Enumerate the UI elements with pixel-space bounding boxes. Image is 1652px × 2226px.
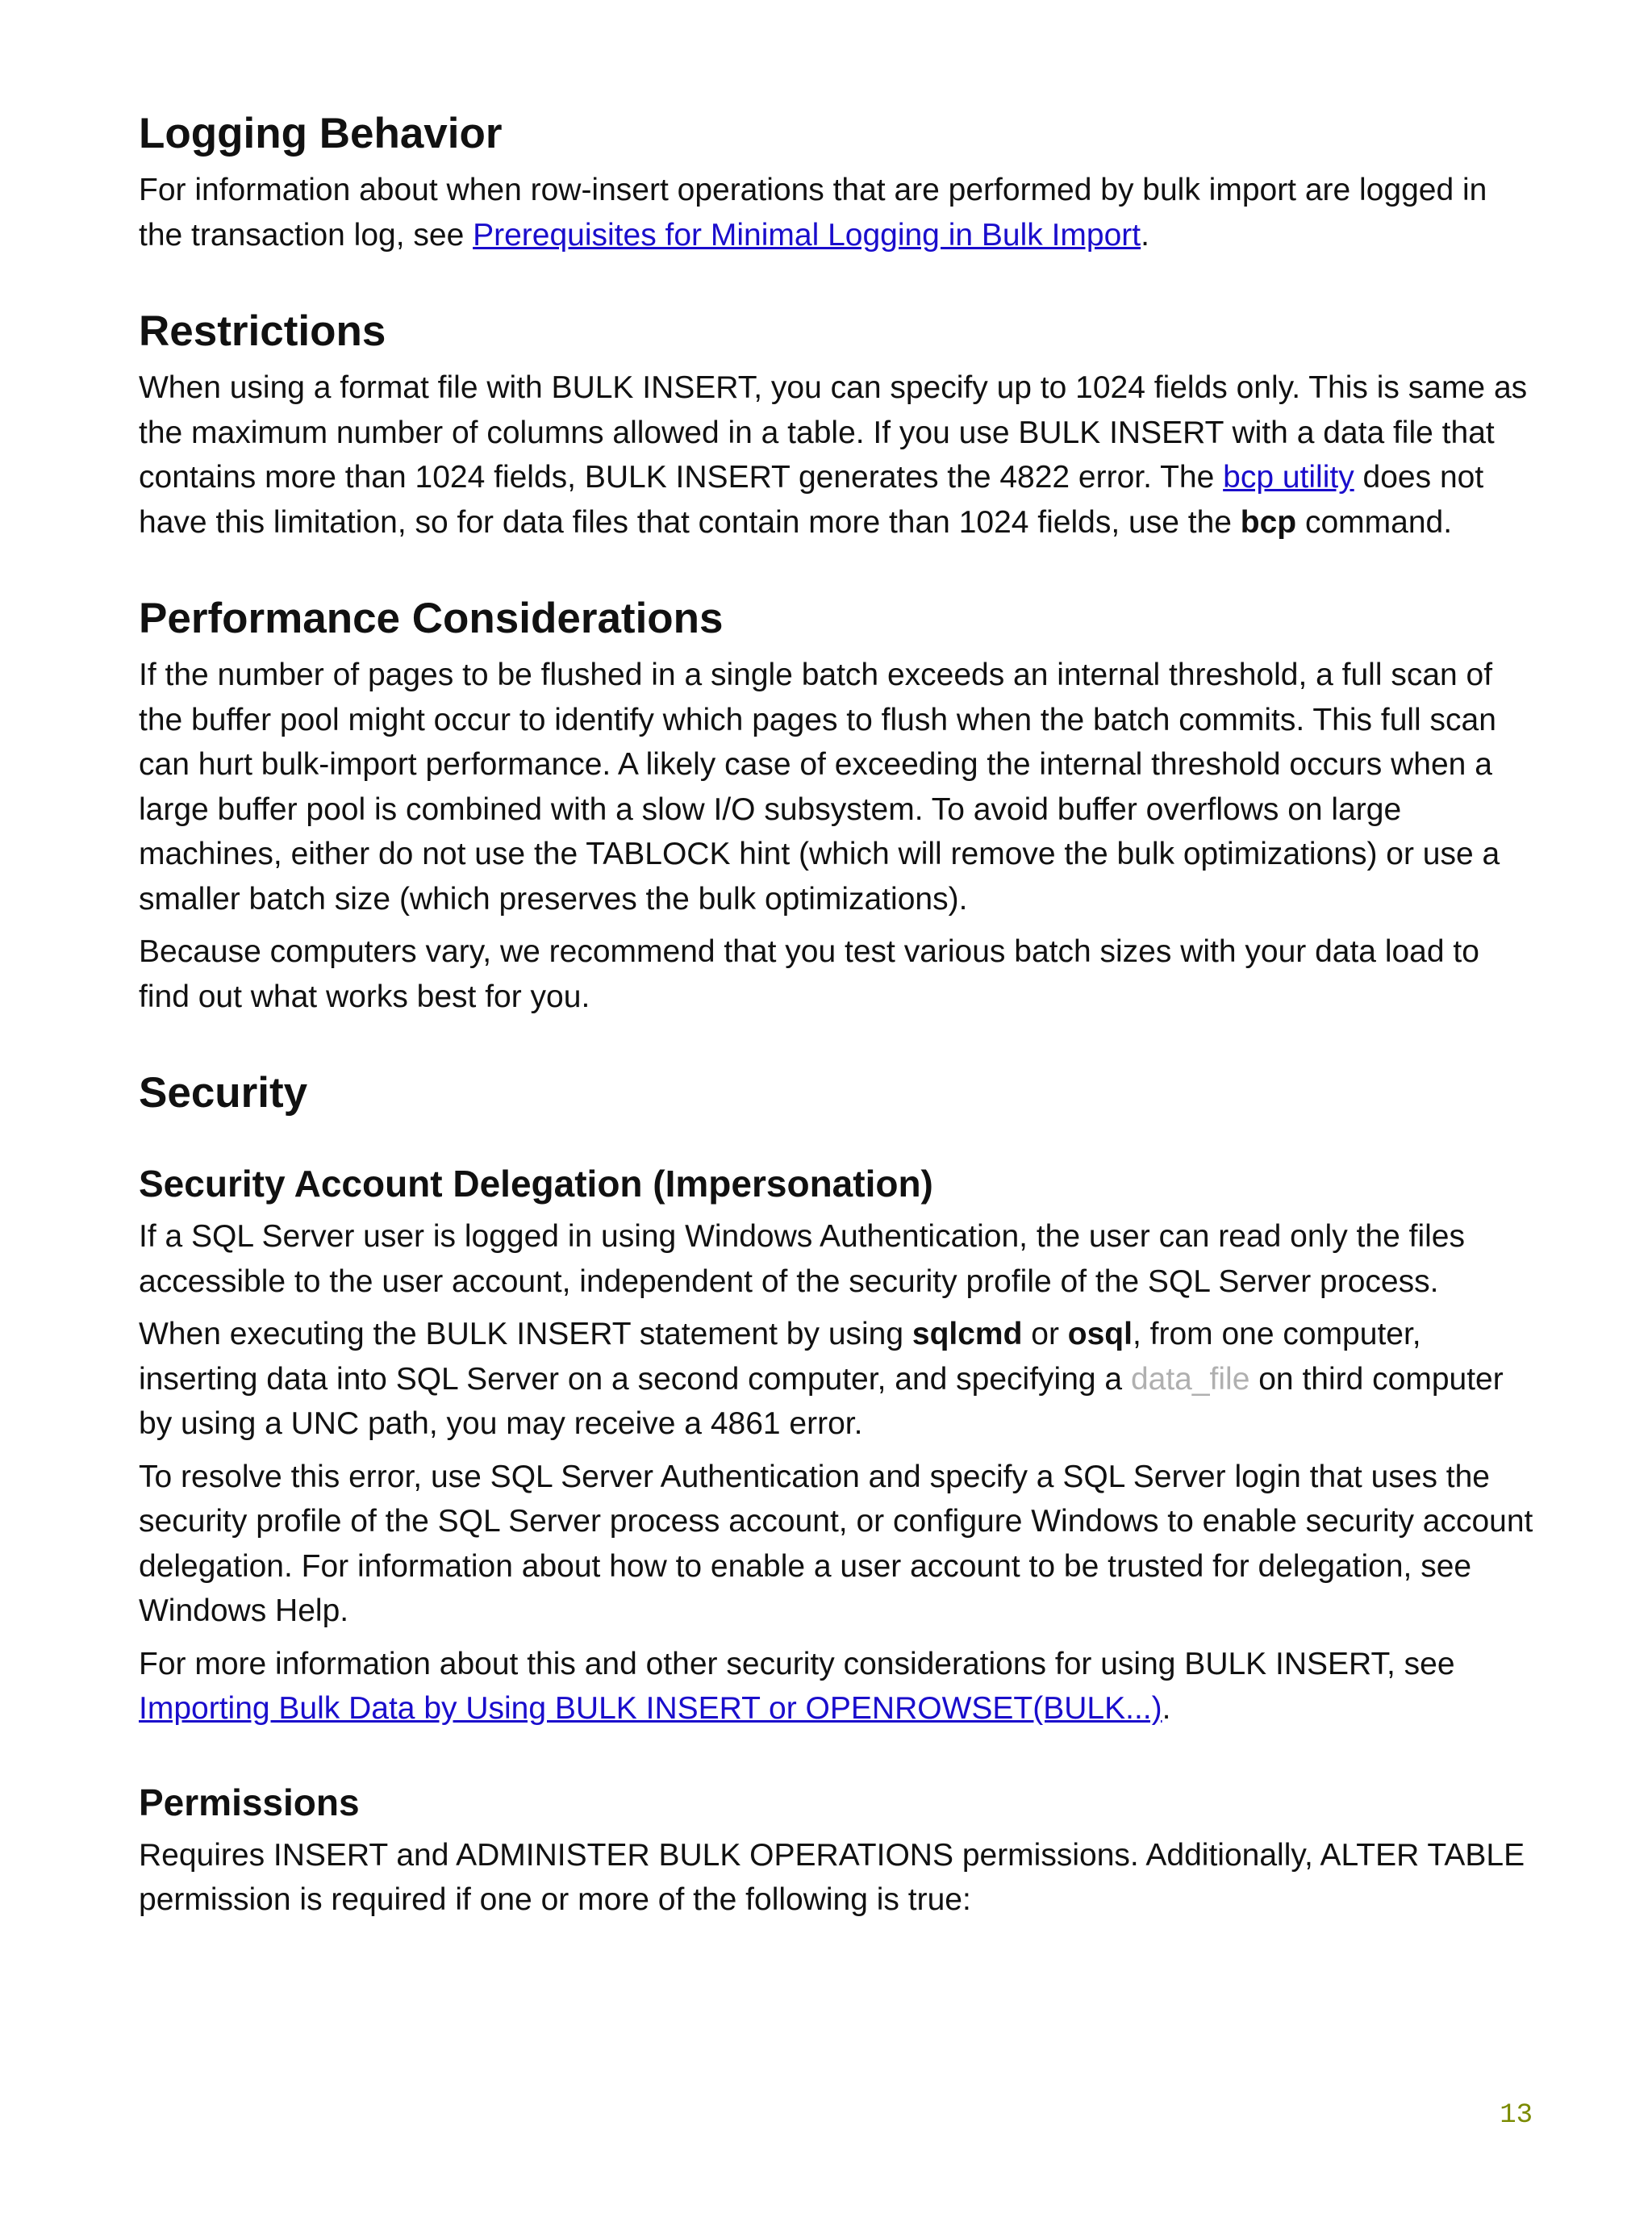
performance-paragraph-2: Because computers vary, we recommend that you test various batch sizes with your data load to find out what works best for you. — [139, 934, 1479, 1014]
permissions-paragraph: Requires INSERT and ADMINISTER BULK OPERATIONS permissions. Additionally, ALTER TABLE permission is required if one or more of the following is true: — [139, 1837, 1525, 1917]
link-minimal-logging[interactable]: Prerequisites for Minimal Logging in Bulk Import — [473, 217, 1141, 253]
heading-permissions: Permissions — [139, 1781, 360, 1823]
performance-paragraph-1: If the number of pages to be flushed in a single batch exceeds an internal threshold, a full scan of the buffer pool might occur to identify which pages to flush when the batch commits. This full scan can hurt bulk-import performance. A likely case of exceeding the internal threshold occurs when a large buffer pool is combined with a slow I/O subsystem. To avoid buffer overflows on large machines, either do not use the TABLOCK hint (which will remove the bulk optimizations) or use a smaller batch size (which preserves the bulk optimizations). — [139, 658, 1500, 917]
security-text-more: For more information about this and other security considerations for using BULK INSERT, see — [139, 1646, 1455, 1681]
heading-performance-considerations: Performance Considerations — [139, 595, 724, 642]
security-text-more-end: . — [1162, 1691, 1171, 1726]
heading-security-account-delegation: Security Account Delegation (Impersonation) — [139, 1163, 933, 1205]
security-text-a: When executing the BULK INSERT statement by using — [139, 1317, 912, 1351]
restrictions-text-mid: does not have this limitation, so for data files that contain more than 1024 fields, use the — [139, 460, 1484, 540]
osql-bold: osql — [1067, 1317, 1133, 1351]
security-paragraph-4 — [139, 1642, 1534, 1731]
logging-paragraph — [139, 168, 1534, 257]
security-text-d: on third computer by using a UNC path, you may receive a 4861 error. — [139, 1361, 1504, 1441]
logging-text-end: . — [1141, 217, 1149, 253]
restrictions-text-end: command. — [1296, 504, 1453, 540]
security-paragraph-3: To resolve this error, use SQL Server Authentication and specify a SQL Server login that uses the security profile of the SQL Server process account, or configure Windows to enable security account delegation. For information about how to enable a user account to be trusted for delegation, see Windows Help. — [139, 1459, 1533, 1628]
security-text-c: , from one computer, inserting data into SQL Server on a second computer, and specifying a — [139, 1317, 1421, 1397]
logging-text: For information about when row-insert operations that are performed by bulk import are logged in the transaction log, see — [139, 173, 1487, 253]
heading-security: Security — [139, 1069, 308, 1117]
bcp-command-bold: bcp — [1240, 504, 1297, 540]
heading-logging-behavior: Logging Behavior — [139, 110, 503, 157]
restrictions-text: When using a format file with BULK INSERT, you can specify up to 1024 fields only. This is same as the maximum number of columns allowed in a table. If you use BULK INSERT with a data file that contains more than 1024 fields, BULK INSERT generates the 4822 error. The — [139, 370, 1528, 495]
security-paragraph-1: If a SQL Server user is logged in using Windows Authentication, the user can read only the files accessible to the user account, independent of the security profile of the SQL Server process. — [139, 1219, 1465, 1299]
sqlcmd-bold: sqlcmd — [912, 1317, 1023, 1351]
restrictions-paragraph — [139, 365, 1534, 545]
page-number: 13 — [1500, 2100, 1533, 2131]
data-file-term: data_file — [1130, 1361, 1250, 1397]
security-text-b: or — [1022, 1317, 1068, 1351]
security-paragraph-2 — [139, 1312, 1534, 1447]
heading-restrictions: Restrictions — [139, 307, 386, 355]
link-bcp-utility[interactable]: bcp utility — [1223, 460, 1354, 495]
page-content — [139, 108, 1534, 1923]
link-importing-bulk-data[interactable]: Importing Bulk Data by Using BULK INSERT or OPENROWSET(BULK...) — [139, 1691, 1162, 1726]
